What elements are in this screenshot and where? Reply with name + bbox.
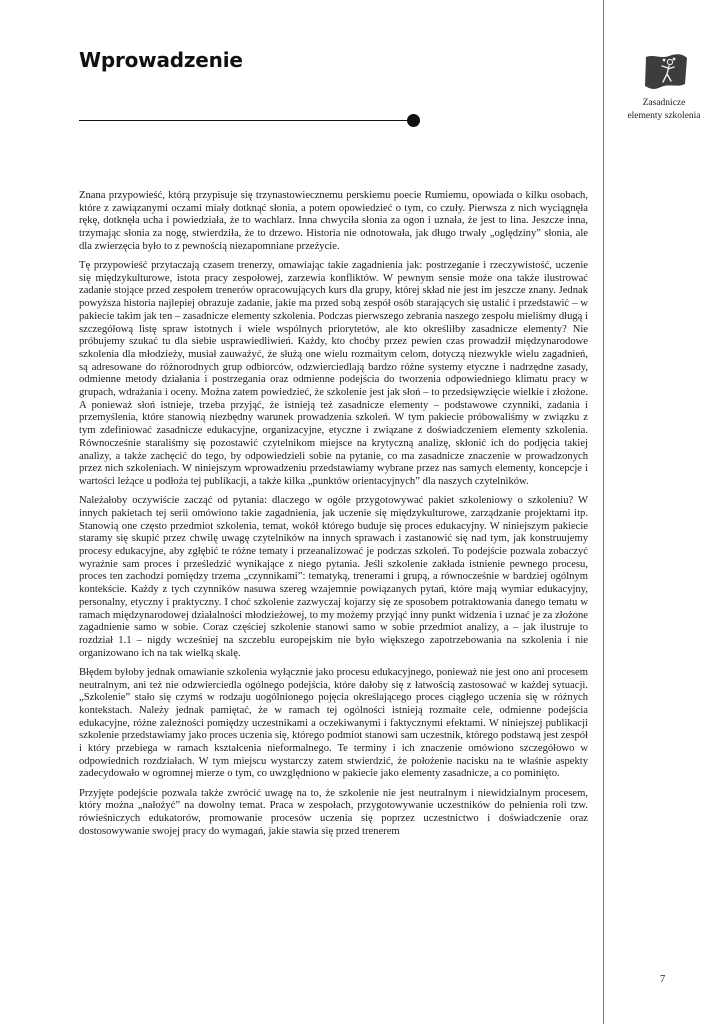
title-rule-line <box>79 120 411 121</box>
paragraph: Należałoby oczywiście zacząć od pytania: dlaczego w ogóle przygotowywać pakiet szkoleniowy o szkoleniu? W innych pakietach tej serii omówiono takie zagadnienia, jak uczenie się międzykulturowe, zarządzanie projektami itp. Stanowią one często przedmiot szkolenia, temat, wokół którego buduje się proces edukacyjny. W niniejszym pakiecie staramy się skupić przez chwilę uwagę czytelników na innych sprawach i zastanowić się nad tym, jak konstruujemy procesy edukacyjne, aby zgłębić te różne tematy i przeanalizować je podczas szkoleń. To podejście pozwala zobaczyć wyraźnie sam proces i prześledzić wynikające z niego pytania. Jeśli szkolenie zakłada istnienie pewnego procesu, proces ten zachodzi pomiędzy trzema „czynnikami”: tematyką, trenerami i grupą, a równocześnie w bardziej ogólnym kontekście. Każdy z tych czynników nasuwa szereg wzajemnie powiązanych pytań, które mają wymiar edukacyjny, personalny, etyczny i praktyczny. I choć szkolenie zazwyczaj kojarzy się ze sposobem potraktowania danego tematu w ramach międzynarodowej działalności młodzieżowej, to my możemy przyjąć inny punkt widzenia i uznać je za złożone zagadnienie samo w sobie. Coraz częściej szkolenie stanowi samo w sobie przedmiot analizy, a – jak ilustruje to rozdział 1.1 – nigdy wcześniej na szczeblu europejskim nie było większego zapotrzebowania na szkolenia i nie organizowano ich na tak wielką skalę. <box>79 495 588 659</box>
margin-divider <box>603 0 604 1024</box>
section-label-line: elementy szkolenia <box>627 110 701 121</box>
body-text <box>79 190 588 845</box>
section-label <box>610 97 718 122</box>
title-rule-dot <box>407 114 420 127</box>
page-number: 7 <box>660 974 666 985</box>
page-title: Wprowadzenie <box>79 48 243 72</box>
paragraph: Przyjęte podejście pozwala także zwrócić uwagę na to, że szkolenie nie jest neutralnym i niewidzialnym procesem, który można „nałożyć” na dowolny temat. Praca w zespołach, przygotowywanie uczestników do pełnienia roli tzw. rówieśniczych edukatorów, promowanie procesów uczenia się poprzez uczestnictwo i doświadczenie oraz dostosowywanie swojej pracy do wymagań, jakie stawia się przed trenerem <box>79 787 588 837</box>
section-label-line: Zasadnicze <box>642 98 686 108</box>
paragraph: Znana przypowieść, którą przypisuje się trzynastowiecznemu perskiemu poecie Rumiemu, opowiada o kilku osobach, które z zawiązanymi oczami miały dotknąć słonia, a potem opowiedzieć o tym, co czuły. Pierwsza z nich wyciągnęła rękę, dotknęła ucha i powiedziała, że to wachlarz. Inna chwyciła słonia za ogon i uznała, że jest to lina. Jeszcze inna, trzymając słonia za nogę, stwierdziła, że to drzewo. Historia nie odnotowała, jak długo trwały „oględziny” słonia, ale dla zwierzęcia było to z pewnością niezapomniane przeżycie. <box>79 190 588 252</box>
paragraph: Błędem byłoby jednak omawianie szkolenia wyłącznie jako procesu edukacyjnego, ponieważ nie jest ono ani procesem neutralnym, ani też nie odzwierciedla ogólnego podejścia, które dałoby się z łatwością zastosować w każdej sytuacji. „Szkolenie” stało się czymś w rodzaju uogólnionego pojęcia określającego proces ciągłego uczenia się w różnych kontekstach. Należy jednak pamiętać, że w ramach tej ogólności istnieją rozmaite cele, odmienne podejścia edukacyjne, różne zależności pomiędzy uczestnikami a oczekiwanymi i faktycznymi efektami. W niniejszej publikacji szkolenie przedstawiamy jako proces uczenia się, którego podmiot stanowi sam uczestnik, którego podstawą jest zespół i który przebiega w ramach kształcenia nieformalnego. Te terminy i ich znaczenie omówiono szczegółowo w odpowiednich rozdziałach. W tym miejscu wystarczy zatem stwierdzić, że położenie nacisku na te właśnie aspekty zadecydowało w ogromnej mierze o tym, co uwzględniono w pakiecie jako elementy zasadnicze, a co pominięto. <box>79 666 588 780</box>
paragraph: Tę przypowieść przytaczają czasem trenerzy, omawiając takie zagadnienia jak: postrzeganie i rzeczywistość, uczenie się międzykulturowe, istota pracy zespołowej, zarzewia konfliktów. W pewnym sensie może ona także ilustrować zadanie stojące przed zespołem trenerów opracowujących kurs dla grupy, której skład nie jest im jeszcze znany. Jednak powyższa historia najlepiej obrazuje zadanie, jakie ma przed sobą zespół osób starających się ustalić i przedstawić – w pakiecie takim jak ten – zasadnicze elementy szkolenia. Podczas pierwszego zebrania naszego zespołu mieliśmy długą i szczegółową listę spraw istotnych i wiele wspólnych priorytetów, ale kto określiłby zasadnicze elementy? Nie próbujemy szukać tu dla siebie usprawiedliwień. Każdy, kto choćby przez pewien czas prowadził międzynarodowe szkolenia dla młodzieży, musiał zauważyć, że służą one wielu rozmaitym celom, dotyczą niezwykle wielu zagadnień, są adresowane do różnorodnych grup odbiorców, odzwierciedlają bardzo różne systemy etyczne i nadrzędne zasady, odmienne metody działania i postrzegania oraz odmienne podejścia do tworzenia odpowiedniego klimatu pracy w grupach, wdrażania i oceny. Można zatem powiedzieć, że szkolenie jest jak słoń – to przedsięwzięcie wielkie i złożone. A ponieważ słoń istnieje, trzeba przyjąć, że istnieją też zasadnicze elementy – podstawowe czynniki, zadania i przemyślenia, które stanowią niezbędny warunek prowadzenia szkoleń. W tym pakiecie próbowaliśmy w związku z tym zdefiniować zasadnicze edukacyjne, organizacyjne, etyczne i związane z doświadczeniem elementy szkolenia. Równocześnie staraliśmy się pozostawić czytelnikom miejsce na krytyczną analizę, skłonić ich do podjęcia takiej analizy, a także zachęcić do tego, by odpowiedzieli sobie na pytanie, co ma zasadnicze znaczenie w prowadzonych przez nich szkoleniach. W niniejszym wprowadzeniu przedstawiamy wybrane przez nas samych elementy, koncepcje i wartości leżące u podłoża tej publikacji, a także kilka „punktów orientacyjnych” dla naszych czytelników. <box>79 260 588 487</box>
juggler-figure-icon <box>643 53 689 91</box>
